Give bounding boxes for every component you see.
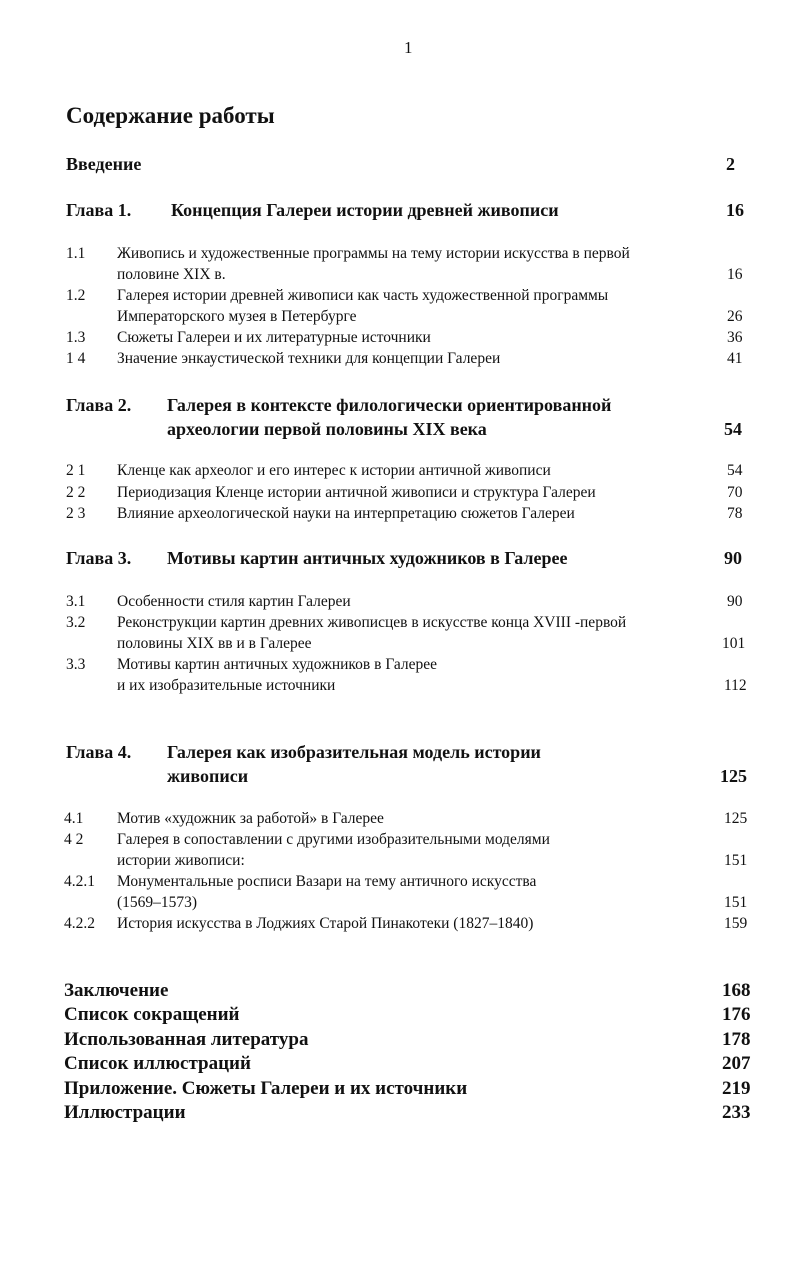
section-4-2-1-text: Монументальные росписи Вазари на тему античного искусства xyxy=(117,873,537,890)
toc-abbreviations-label: Список сокращений xyxy=(64,1004,240,1025)
section-3-3-text-cont: и их изобразительные источники xyxy=(117,677,336,694)
section-4-2-text-cont: истории живописи: xyxy=(117,852,245,869)
section-2-3-page: 78 xyxy=(727,505,743,522)
page-number: 1 xyxy=(404,38,413,57)
section-4-2-2-text: История искусства в Лоджиях Старой Пинакотеки (1827–1840) xyxy=(117,915,534,932)
toc-intro-page: 2 xyxy=(726,154,735,174)
toc-conclusion-page: 168 xyxy=(722,980,751,1001)
chapter-4-label: Глава 4. xyxy=(66,742,132,762)
section-4-2-1-num: 4.2.1 xyxy=(64,873,95,890)
section-2-3-text: Влияние археологической науки на интерпретацию сюжетов Галереи xyxy=(117,505,575,522)
section-4-2-2-num: 4.2.2 xyxy=(64,915,95,932)
toc-intro-label: Введение xyxy=(66,154,142,174)
chapter-4-title-cont: живописи xyxy=(167,766,249,786)
section-1-1-page: 16 xyxy=(727,266,743,283)
section-4-2-2-page: 159 xyxy=(724,915,748,932)
section-4-1-num: 4.1 xyxy=(64,810,84,827)
section-1-2-num: 1.2 xyxy=(66,287,86,304)
section-3-1-text: Особенности стиля картин Галереи xyxy=(117,593,351,610)
section-3-2-text: Реконструкции картин древних живописцев в искусстве конца XVIII -первой xyxy=(117,614,627,631)
toc-abbreviations-page: 176 xyxy=(722,1004,751,1025)
section-4-1-page: 125 xyxy=(724,810,748,827)
section-3-2-text-cont: половины XIX вв и в Галерее xyxy=(117,635,312,652)
section-3-3-num: 3.3 xyxy=(66,656,86,673)
section-1-1-text-cont: половине XIX в. xyxy=(117,266,226,283)
chapter-4-page: 125 xyxy=(720,766,747,786)
section-2-1-text: Кленце как археолог и его интерес к истории античной живописи xyxy=(117,462,551,479)
section-2-2-num: 2 2 xyxy=(66,484,86,501)
section-1-1-text: Живопись и художественные программы на тему истории искусства в первой xyxy=(117,245,630,262)
chapter-3-page: 90 xyxy=(724,548,742,568)
chapter-2-title: Галерея в контексте филологически ориентированной xyxy=(167,395,612,415)
section-4-1-text: Мотив «художник за работой» в Галерее xyxy=(117,810,384,827)
section-4-2-text: Галерея в сопоставлении с другими изобразительными моделями xyxy=(117,831,550,848)
section-2-1-page: 54 xyxy=(727,462,743,479)
section-3-3-text: Мотивы картин античных художников в Галерее xyxy=(117,656,438,673)
section-2-2-page: 70 xyxy=(727,484,743,501)
toc-literature-page: 178 xyxy=(722,1029,751,1050)
section-4-2-num: 4 2 xyxy=(64,831,84,848)
section-3-3-page: 112 xyxy=(724,677,747,694)
toc-illustrations-label: Иллюстрации xyxy=(64,1102,186,1123)
section-1-4-text: Значение энкаустической техники для концепции Галереи xyxy=(117,350,501,367)
section-3-1-page: 90 xyxy=(727,593,743,610)
section-1-4-num: 1 4 xyxy=(66,350,86,367)
section-1-2-text-cont: Императорского музея в Петербурге xyxy=(117,308,357,325)
chapter-1-label: Глава 1. xyxy=(66,200,132,220)
section-3-2-page: 101 xyxy=(722,635,746,652)
section-4-2-1-page: 151 xyxy=(724,894,748,911)
section-4-2-page: 151 xyxy=(724,852,748,869)
section-1-3-page: 36 xyxy=(727,329,743,346)
chapter-4-title: Галерея как изобразительная модель истории xyxy=(167,742,541,762)
section-2-3-num: 2 3 xyxy=(66,505,86,522)
chapter-1-page: 16 xyxy=(726,200,744,220)
chapter-2-label: Глава 2. xyxy=(66,395,132,415)
chapter-3-title: Мотивы картин античных художников в Галерее xyxy=(167,548,568,568)
toc-illustration-list-label: Список иллюстраций xyxy=(64,1053,251,1074)
section-1-4-page: 41 xyxy=(727,350,743,367)
section-2-1-num: 2 1 xyxy=(66,462,86,479)
toc-appendix-page: 219 xyxy=(722,1078,751,1099)
chapter-1-title: Концепция Галереи истории древней живописи xyxy=(171,200,559,220)
section-3-1-num: 3.1 xyxy=(66,593,86,610)
chapter-2-title-cont: археологии первой половины XIX века xyxy=(167,419,487,439)
section-1-3-num: 1.3 xyxy=(66,329,86,346)
section-2-2-text: Периодизация Кленце истории античной живописи и структура Галереи xyxy=(117,484,596,501)
toc-literature-label: Использованная литература xyxy=(64,1029,309,1050)
toc-illustrations-page: 233 xyxy=(722,1102,751,1123)
section-3-2-num: 3.2 xyxy=(66,614,86,631)
section-1-2-text: Галерея истории древней живописи как часть художественной программы xyxy=(117,287,609,304)
chapter-3-label: Глава 3. xyxy=(66,548,132,568)
section-1-2-page: 26 xyxy=(727,308,743,325)
chapter-2-page: 54 xyxy=(724,419,742,439)
toc-conclusion-label: Заключение xyxy=(64,980,169,1001)
toc-appendix-label: Приложение. Сюжеты Галереи и их источники xyxy=(64,1078,468,1099)
toc-illustration-list-page: 207 xyxy=(722,1053,751,1074)
section-4-2-1-text-cont: (1569–1573) xyxy=(117,894,198,911)
section-1-1-num: 1.1 xyxy=(66,245,86,262)
page-title: Содержание работы xyxy=(66,103,275,128)
section-1-3-text: Сюжеты Галереи и их литературные источники xyxy=(117,329,431,346)
